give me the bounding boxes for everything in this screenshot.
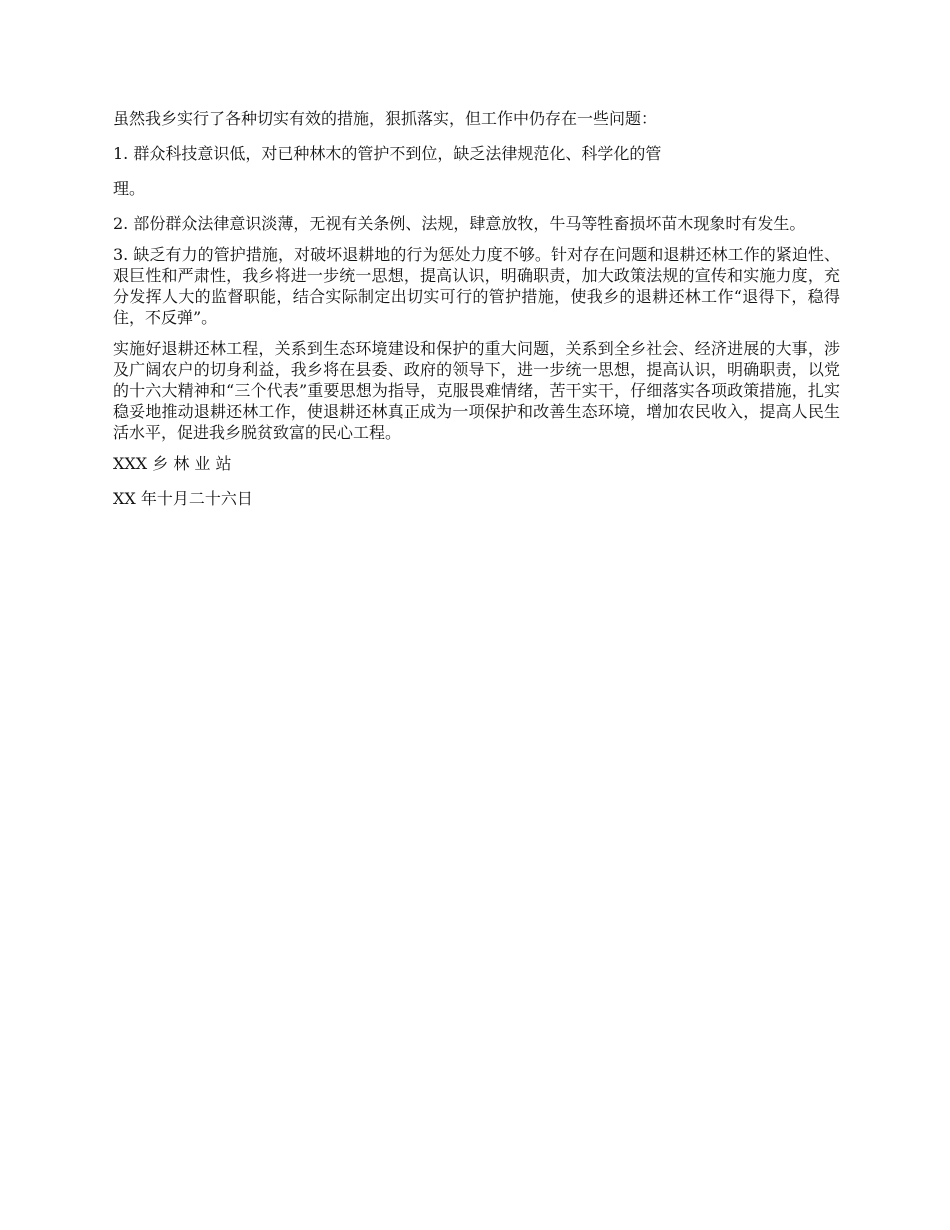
paragraph-item-1: 1. 群众科技意识低，对已种林木的管护不到位，缺乏法律规范化、科学化的管 bbox=[113, 144, 662, 163]
paragraph-conclusion: 实施好退耕还林工程，关系到生态环境建设和保护的重大问题，关系到全乡社会、经济进展的大事，涉及广阔农户的切身利益，我乡将在县委、政府的领导下，进一步统一思想，提高认识，明确职责，以党的十六大精神和“三个代表”重要思想为指导，克服畏难情绪，苦干实干，仔细落实各项政策措施，扎实稳妥地推动退耕还林工作，使退耕还林真正成为一项保护和改善生态环境，增加农民收入，提高人民生活水平，促进我乡脱贫致富的民心工程。 bbox=[113, 339, 840, 442]
document-page bbox=[113, 108, 840, 519]
document-date: XX 年十月二十六日 bbox=[113, 489, 253, 508]
paragraph-item-2: 2. 部份群众法律意识淡薄，无视有关条例、法规，肆意放牧，牛马等牲畜损坏苗木现象时有发生。 bbox=[113, 214, 806, 233]
paragraph-item-1-continued: 理。 bbox=[113, 179, 146, 198]
paragraph-item-3: 3. 缺乏有力的管护措施，对破坏退耕地的行为惩处力度不够。针对存在问题和退耕还林工作的紧迫性、艰巨性和严肃性，我乡将进一步统一思想，提高认识，明确职责，加大政策法规的宣传和实施力度，充分发挥人大的监督职能，结合实际制定出切实可行的管护措施，使我乡的退耕还林工作“退得下，稳得住，不反弹”。 bbox=[113, 245, 840, 327]
paragraph-intro: 虽然我乡实行了各种切实有效的措施，狠抓落实，但工作中仍存在一些问题： bbox=[113, 109, 658, 128]
signature: XXX 乡 林 业 站 bbox=[113, 454, 232, 473]
